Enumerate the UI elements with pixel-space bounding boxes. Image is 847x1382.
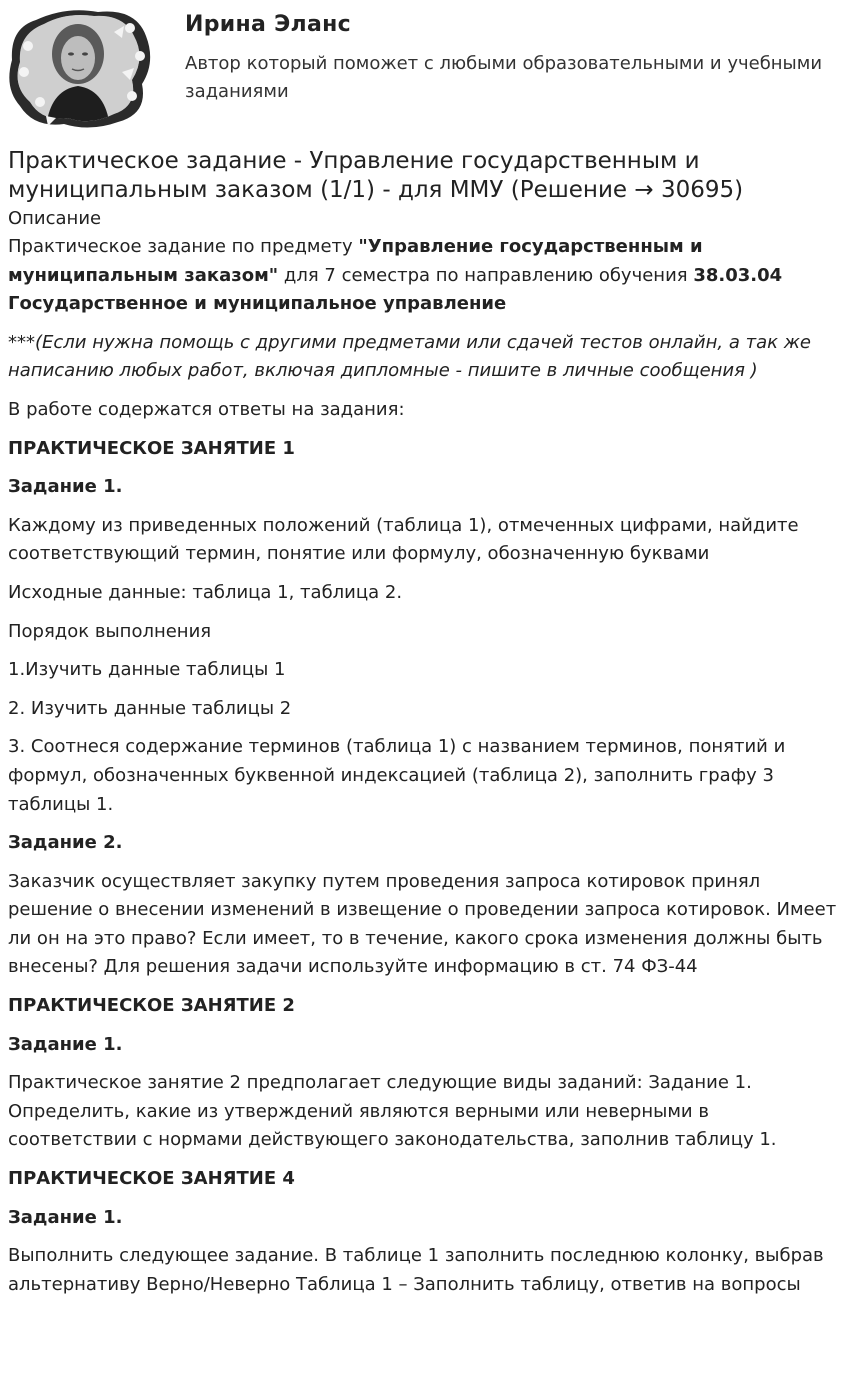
practice2-task1-label: Задание 1. xyxy=(8,1033,123,1055)
intro-subject: "Управление государственным и муниципальным заказом" xyxy=(8,236,703,286)
practice1-step1: 1.Изучить данные таблицы 1 xyxy=(8,659,286,681)
intro-direction: 38.03.04 Государственное и муниципальное управление xyxy=(8,264,783,315)
author-avatar[interactable] xyxy=(6,6,152,128)
article xyxy=(8,147,843,1309)
intro-middle: для 7 семестра по направлению обучения xyxy=(278,264,694,286)
practice2-task1-text: Практическое занятие 2 предполагает следующие виды заданий: Задание 1. Определить, какие из утверждений являются верными или неверными в соответствии с нормами действующего законодательства, заполнив таблицу 1. xyxy=(8,1072,777,1151)
practice1-source: Исходные данные: таблица 1, таблица 2. xyxy=(8,581,403,603)
author-description: Автор который поможет с любыми образовательными и учебными заданиями xyxy=(185,53,823,102)
intro-prefix: Практическое задание по предмету xyxy=(8,236,359,257)
practice1-heading: ПРАКТИЧЕСКОЕ ЗАНЯТИЕ 1 xyxy=(8,437,295,459)
practice1-task2-label: Задание 2. xyxy=(8,832,123,854)
description-label: Описание xyxy=(8,208,102,229)
practice4-heading: ПРАКТИЧЕСКОЕ ЗАНЯТИЕ 4 xyxy=(8,1168,295,1190)
author-name[interactable]: Ирина Эланс xyxy=(185,12,351,37)
note-paragraph: ***(Если нужна помощь с другими предметами или сдачей тестов онлайн, а так же написанию любых работ, включая дипломные - пишите в личные сообщения ) xyxy=(8,331,811,382)
practice1-step2: 2. Изучить данные таблицы 2 xyxy=(8,697,292,719)
practice1-order: Порядок выполнения xyxy=(8,620,212,642)
practice1-task1-label: Задание 1. xyxy=(8,476,123,498)
practice4-task1-label: Задание 1. xyxy=(8,1206,123,1228)
contains-text: В работе содержатся ответы на задания: xyxy=(8,398,405,420)
practice2-heading: ПРАКТИЧЕСКОЕ ЗАНЯТИЕ 2 xyxy=(8,995,295,1017)
page-title: Практическое задание - Управление государственным и муниципальным заказом (1/1) - для ММУ (Решение → 30695) xyxy=(8,148,744,203)
author-card xyxy=(0,0,847,135)
practice1-task1-text: Каждому из приведенных положений (таблица 1), отмеченных цифрами, найдите соответствующий термин, понятие или формулу, обозначенную буквами xyxy=(8,514,799,565)
practice4-task1-text: Выполнить следующее задание. В таблице 1 заполнить последнюю колонку, выбрав альтернативу Верно/Неверно Таблица 1 – Заполнить таблицу, ответив на вопросы xyxy=(8,1245,824,1295)
intro-paragraph xyxy=(8,233,843,319)
practice1-task2-text: Заказчик осуществляет закупку путем проведения запроса котировок принял решение о внесении изменений в извещение о проведении запроса котировок. Имеет ли он на это право? Если имеет, то в течение, какого срока изменения должны быть внесены? Для решения задачи используйте информацию в ст. 74 ФЗ-44 xyxy=(8,870,837,978)
practice1-step3: 3. Соотнеся содержание терминов (таблица 1) с названием терминов, понятий и формул, обозначенных буквенной индексацией (таблица 2), заполнить графу 3 таблицы 1. xyxy=(8,736,786,815)
